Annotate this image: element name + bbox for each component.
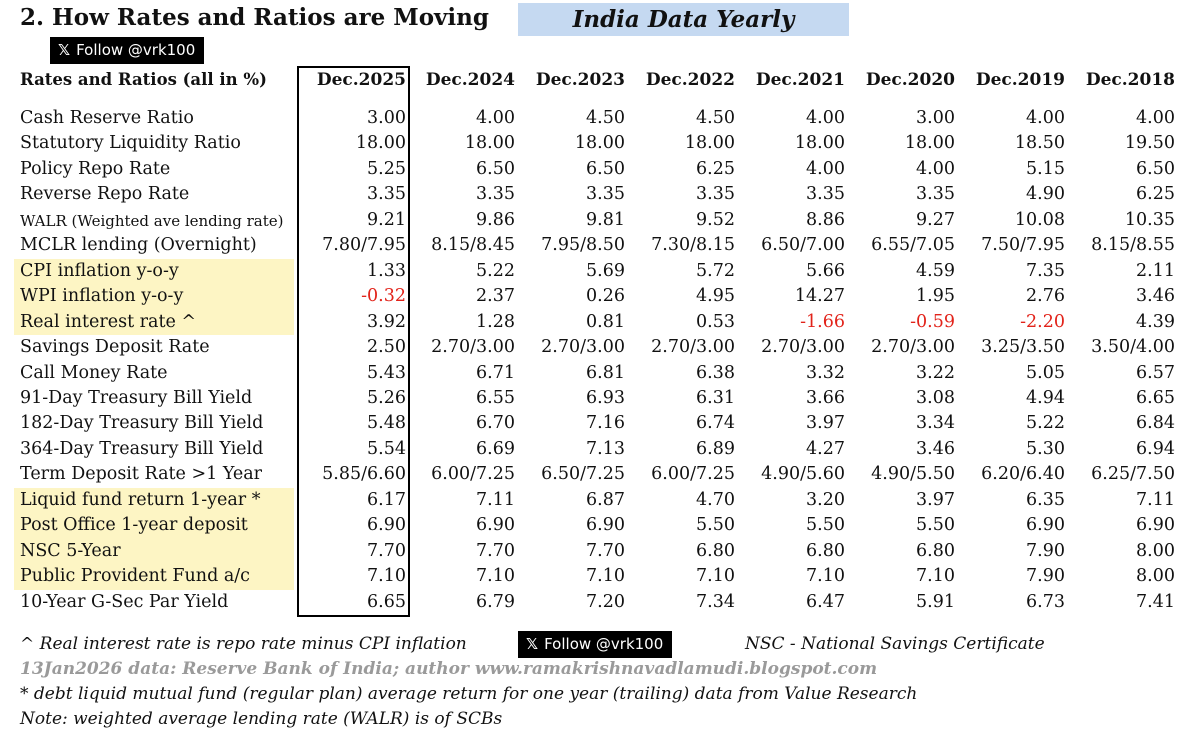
row-label: Call Money Rate	[20, 362, 168, 383]
table-cell: 4.00	[1136, 108, 1175, 128]
table-cell: 4.00	[806, 158, 845, 179]
table-row	[0, 515, 1200, 540]
table-cell: 6.57	[1136, 362, 1175, 383]
table-cell: 4.27	[806, 438, 845, 459]
table-cell: 7.80/7.95	[322, 235, 406, 256]
table-cell: 7.10	[916, 566, 955, 587]
table-cell: 4.00	[476, 108, 515, 128]
follow-label: Follow @vrk100	[544, 635, 664, 653]
table-row	[0, 439, 1200, 464]
table-cell: 18.00	[684, 133, 735, 154]
table-cell: 4.50	[586, 108, 625, 128]
table-cell: 6.80	[696, 540, 735, 561]
table-cell: 0.26	[586, 286, 625, 307]
table-cell: 6.80	[916, 540, 955, 561]
table-cell: 8.15/8.55	[1091, 235, 1175, 256]
table-cell: 7.10	[806, 566, 845, 587]
table-cell: 7.11	[476, 489, 515, 510]
table-row	[0, 592, 1200, 617]
table-cell: 6.69	[476, 438, 515, 459]
table-cell: 4.00	[1026, 108, 1065, 128]
table-cell: 5.54	[367, 438, 406, 459]
table-cell: 9.52	[696, 209, 735, 230]
table-cell: 4.90/5.50	[871, 464, 955, 485]
table-row	[0, 108, 1200, 133]
table-cell: 6.25	[1136, 184, 1175, 205]
table-cell: 5.48	[367, 413, 406, 434]
row-label: WPI inflation y-o-y	[20, 286, 184, 307]
table-cell: 3.00	[367, 108, 406, 128]
row-label: Policy Repo Rate	[20, 158, 171, 179]
table-cell: 5.69	[586, 260, 625, 281]
table-cell: 5.85/6.60	[322, 464, 406, 485]
table-cell: 14.27	[794, 286, 845, 307]
table-cell: 8.86	[806, 209, 845, 230]
table-cell: 2.70/3.00	[431, 337, 515, 358]
table-cell: 6.84	[1136, 413, 1175, 434]
table-cell: 7.20	[586, 591, 625, 612]
footnote-nsc: NSC - National Savings Certificate	[745, 634, 1045, 654]
table-cell: 5.91	[916, 591, 955, 612]
table-cell: -0.59	[910, 311, 955, 332]
table-cell: 1.33	[367, 260, 406, 281]
row-label: WALR (Weighted ave lending rate)	[20, 211, 284, 230]
table-cell: 5.50	[696, 515, 735, 536]
table-cell: 3.35	[367, 184, 406, 205]
table-cell: 4.70	[696, 489, 735, 510]
table-cell: 6.90	[367, 515, 406, 536]
table-cell: 1.95	[916, 286, 955, 307]
table-cell: 5.43	[367, 362, 406, 383]
column-header: Dec.2020	[865, 70, 955, 90]
column-header: Dec.2025	[316, 70, 406, 90]
table-cell: 5.30	[1026, 438, 1065, 459]
table-row	[0, 312, 1200, 337]
table-cell: 6.65	[367, 591, 406, 612]
header-label: Rates and Ratios (all in %)	[20, 70, 267, 89]
table-cell: 3.46	[916, 438, 955, 459]
row-label: NSC 5-Year	[20, 540, 121, 561]
table-cell: 19.50	[1124, 133, 1175, 154]
footnote-real-rate: ^ Real interest rate is repo rate minus CPI inflation	[20, 634, 467, 654]
row-label: Post Office 1-year deposit	[20, 515, 248, 536]
table-cell: 7.16	[586, 413, 625, 434]
table-cell: 7.41	[1136, 591, 1175, 612]
row-label: Liquid fund return 1-year *	[20, 489, 261, 510]
table-cell: 7.34	[696, 591, 735, 612]
table-cell: 5.26	[367, 387, 406, 408]
row-label: Real interest rate ^	[20, 311, 197, 332]
table-cell: 3.34	[916, 413, 955, 434]
table-cell: 6.17	[367, 489, 406, 510]
table-cell: 10.08	[1014, 209, 1065, 230]
table-cell: 1.28	[476, 311, 515, 332]
table-cell: 9.86	[476, 209, 515, 230]
table-cell: 6.70	[476, 413, 515, 434]
table-cell: 7.10	[696, 566, 735, 587]
table-cell: 6.90	[1026, 515, 1065, 536]
footnote-liquid-fund: * debt liquid mutual fund (regular plan) average return for one year (trailing) data from Value Research	[20, 684, 918, 704]
table-cell: 2.76	[1026, 286, 1065, 307]
table-cell: 3.25/3.50	[981, 337, 1065, 358]
table-cell: 18.00	[794, 133, 845, 154]
table-cell: 3.08	[916, 387, 955, 408]
table-cell: 6.90	[476, 515, 515, 536]
follow-label: Follow @vrk100	[76, 41, 196, 59]
table-cell: 6.00/7.25	[431, 464, 515, 485]
table-cell: 7.50/7.95	[981, 235, 1065, 256]
table-row	[0, 261, 1200, 286]
table-cell: 0.81	[586, 311, 625, 332]
table-cell: 6.38	[696, 362, 735, 383]
table-cell: 3.97	[806, 413, 845, 434]
table-cell: 7.11	[1136, 489, 1175, 510]
table-cell: 5.50	[806, 515, 845, 536]
table-cell: 10.35	[1124, 209, 1175, 230]
x-logo-icon: 𝕏	[58, 41, 71, 59]
table-cell: 9.21	[367, 209, 406, 230]
table-cell: 6.50	[586, 158, 625, 179]
table-cell: 4.95	[696, 286, 735, 307]
column-header: Dec.2019	[975, 70, 1065, 90]
table-cell: 6.71	[476, 362, 515, 383]
table-cell: 6.80	[806, 540, 845, 561]
table-cell: 3.50/4.00	[1091, 337, 1175, 358]
row-label: MCLR lending (Overnight)	[20, 235, 257, 256]
table-row	[0, 235, 1200, 260]
table-cell: -0.32	[361, 286, 406, 307]
table-cell: 3.66	[806, 387, 845, 408]
table-row	[0, 363, 1200, 388]
table-cell: 5.05	[1026, 362, 1065, 383]
table-cell: 2.70/3.00	[651, 337, 735, 358]
table-cell: 3.22	[916, 362, 955, 383]
table-cell: 3.35	[916, 184, 955, 205]
table-cell: 4.50	[696, 108, 735, 128]
table-cell: 5.22	[1026, 413, 1065, 434]
row-label: 182-Day Treasury Bill Yield	[20, 413, 264, 434]
table-cell: 18.50	[1014, 133, 1065, 154]
row-label: Term Deposit Rate >1 Year	[20, 464, 263, 485]
row-label: Reverse Repo Rate	[20, 184, 190, 205]
india-data-yearly-badge: India Data Yearly	[518, 3, 849, 36]
table-cell: 3.35	[586, 184, 625, 205]
table-cell: 7.70	[586, 540, 625, 561]
table-cell: 7.10	[476, 566, 515, 587]
follow-button-bottom[interactable]	[518, 631, 672, 658]
table-cell: 2.50	[367, 337, 406, 358]
table-cell: 6.50/7.25	[541, 464, 625, 485]
table-row	[0, 566, 1200, 591]
table-cell: 18.00	[355, 133, 406, 154]
table-cell: 7.10	[586, 566, 625, 587]
footnote-walr: Note: weighted average lending rate (WALR) is of SCBs	[20, 709, 503, 729]
table-cell: 9.81	[586, 209, 625, 230]
table-cell: 6.31	[696, 387, 735, 408]
row-label: Savings Deposit Rate	[20, 337, 210, 358]
table-cell: 2.37	[476, 286, 515, 307]
column-header: Dec.2022	[645, 70, 735, 90]
table-cell: 4.90	[1026, 184, 1065, 205]
table-row	[0, 388, 1200, 413]
table-cell: 18.00	[574, 133, 625, 154]
table-cell: 6.25	[696, 158, 735, 179]
table-cell: 3.20	[806, 489, 845, 510]
table-cell: 5.15	[1026, 158, 1065, 179]
table-cell: 6.73	[1026, 591, 1065, 612]
table-cell: 5.72	[696, 260, 735, 281]
table-cell: 5.22	[476, 260, 515, 281]
row-label: Statutory Liquidity Ratio	[20, 133, 241, 154]
table-cell: 2.70/3.00	[541, 337, 625, 358]
table-cell: 6.93	[586, 387, 625, 408]
column-header: Dec.2024	[425, 70, 515, 90]
table-cell: 6.81	[586, 362, 625, 383]
table-cell: 5.66	[806, 260, 845, 281]
table-cell: 8.00	[1136, 540, 1175, 561]
x-logo-icon: 𝕏	[526, 635, 539, 653]
table-cell: 6.94	[1136, 438, 1175, 459]
column-header: Dec.2021	[755, 70, 845, 90]
table-cell: 6.55	[476, 387, 515, 408]
table-row	[0, 541, 1200, 566]
row-label: 364-Day Treasury Bill Yield	[20, 438, 264, 459]
row-label: 10-Year G-Sec Par Yield	[20, 591, 229, 612]
table-cell: 9.27	[916, 209, 955, 230]
table-cell: 0.53	[696, 311, 735, 332]
table-cell: 6.79	[476, 591, 515, 612]
table-cell: 7.95/8.50	[541, 235, 625, 256]
table-cell: 18.00	[464, 133, 515, 154]
table-cell: 6.50	[476, 158, 515, 179]
table-row	[0, 184, 1200, 209]
table-cell: 6.65	[1136, 387, 1175, 408]
table-cell: 6.89	[696, 438, 735, 459]
table-cell: 7.13	[586, 438, 625, 459]
row-label: Cash Reserve Ratio	[20, 108, 194, 128]
table-cell: 7.10	[367, 566, 406, 587]
footnote-source: 13Jan2026 data: Reserve Bank of India; author www.ramakrishnavadlamudi.blogspot.com	[20, 659, 878, 679]
table-cell: 3.00	[916, 108, 955, 128]
table-cell: 6.00/7.25	[651, 464, 735, 485]
table-cell: 2.11	[1136, 260, 1175, 281]
table-cell: 6.25/7.50	[1091, 464, 1175, 485]
table-cell: 3.32	[806, 362, 845, 383]
table-cell: 3.46	[1136, 286, 1175, 307]
column-header: Dec.2023	[535, 70, 625, 90]
table-cell: 3.97	[916, 489, 955, 510]
table-cell: 8.00	[1136, 566, 1175, 587]
table-cell: 2.70/3.00	[761, 337, 845, 358]
table-cell: 7.90	[1026, 566, 1065, 587]
table-row	[0, 337, 1200, 362]
table-cell: -1.66	[800, 311, 845, 332]
table-row	[0, 133, 1200, 158]
table-cell: 18.00	[904, 133, 955, 154]
table-cell: 6.74	[696, 413, 735, 434]
table-cell: 7.35	[1026, 260, 1065, 281]
row-label: 91-Day Treasury Bill Yield	[20, 387, 253, 408]
table-cell: -2.20	[1020, 311, 1065, 332]
table-cell: 6.20/6.40	[981, 464, 1065, 485]
table-cell: 4.90/5.60	[761, 464, 845, 485]
table-cell: 4.00	[806, 108, 845, 128]
table-cell: 5.50	[916, 515, 955, 536]
table-cell: 6.35	[1026, 489, 1065, 510]
table-cell: 8.15/8.45	[431, 235, 515, 256]
table-row	[0, 286, 1200, 311]
table-cell: 3.92	[367, 311, 406, 332]
table-cell: 3.35	[696, 184, 735, 205]
table-cell: 7.70	[367, 540, 406, 561]
table-cell: 6.55/7.05	[871, 235, 955, 256]
column-header: Dec.2018	[1085, 70, 1175, 90]
table-cell: 2.70/3.00	[871, 337, 955, 358]
table-cell: 4.00	[916, 158, 955, 179]
row-label: CPI inflation y-o-y	[20, 260, 179, 281]
table-row	[0, 159, 1200, 184]
table-cell: 7.90	[1026, 540, 1065, 561]
table-cell: 6.50/7.00	[761, 235, 845, 256]
table-cell: 6.50	[1136, 158, 1175, 179]
table-cell: 6.90	[586, 515, 625, 536]
table-cell: 4.94	[1026, 387, 1065, 408]
table-cell: 6.87	[586, 489, 625, 510]
table-cell: 4.39	[1136, 311, 1175, 332]
table-row	[0, 464, 1200, 489]
table-cell: 3.35	[806, 184, 845, 205]
table-cell: 6.90	[1136, 515, 1175, 536]
table-cell: 7.70	[476, 540, 515, 561]
table-cell: 7.30/8.15	[651, 235, 735, 256]
table-row	[0, 490, 1200, 515]
table-cell: 3.35	[476, 184, 515, 205]
table-cell: 4.59	[916, 260, 955, 281]
table-row	[0, 210, 1200, 235]
table-row	[0, 413, 1200, 438]
table-cell: 6.47	[806, 591, 845, 612]
page-title: 2. How Rates and Ratios are Moving	[20, 4, 489, 31]
row-label: Public Provident Fund a/c	[20, 566, 250, 587]
follow-button-top[interactable]	[50, 37, 204, 64]
table-cell: 5.25	[367, 158, 406, 179]
